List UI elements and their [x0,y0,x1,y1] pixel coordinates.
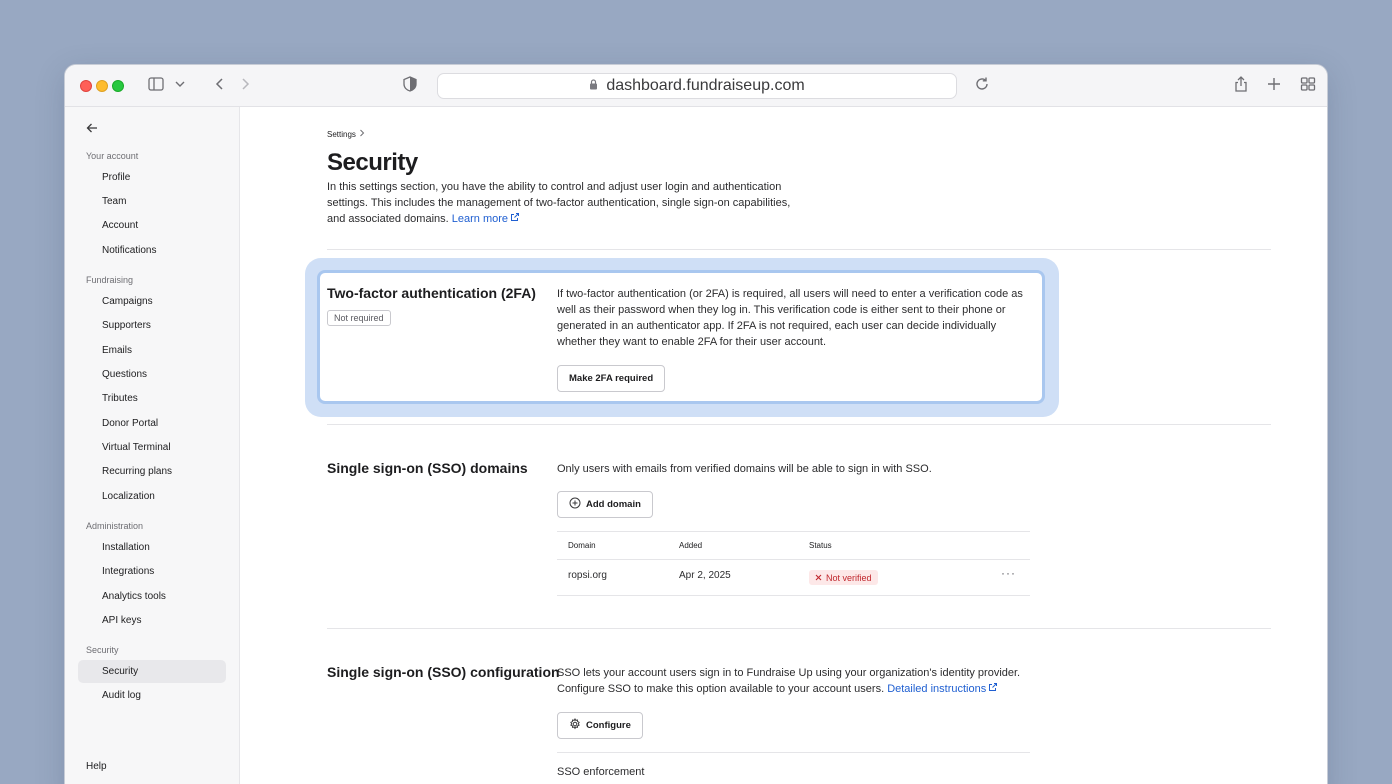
address-bar[interactable] [437,73,957,99]
shield-icon[interactable] [402,75,418,93]
zoom-window-button[interactable] [112,80,124,92]
detailed-instructions-link[interactable]: Detailed instructions [887,683,987,695]
sidebar-section-fundraising: Fundraising [86,275,134,285]
sidebar-item-virtual-terminal[interactable]: Virtual Terminal [102,442,171,453]
chevron-down-icon[interactable] [172,75,188,93]
tfa-description: If two-factor authentication (or 2FA) is required, all users will need to enter a verification code as well as their password when they log in. This verification code is either sent to their phone or generated in an authenticator app. If 2FA is not required, each user can decide individually whether they want to enable 2FA for their user account. [557,288,1023,348]
status-badge [809,570,878,585]
sidebar-item-installation[interactable]: Installation [102,542,150,553]
gear-icon [569,718,581,733]
share-icon[interactable] [1232,75,1250,93]
sso-domains-description: Only users with emails from verified domains will be able to sign in with SSO. [557,463,932,475]
intro-description: In this settings section, you have the ability to control and adjust user login and authentication settings. This includes the management of two-factor authentication, single sign-on capabilities, and associated domains. [327,181,791,225]
divider [327,628,1271,629]
sidebar-item-questions[interactable]: Questions [102,369,148,380]
sidebar-item-analytics-tools[interactable]: Analytics tools [102,591,166,602]
add-domain-button[interactable] [557,491,653,518]
sidebar-item-supporters[interactable]: Supporters [102,320,151,331]
close-window-button[interactable] [80,80,92,92]
sidebar-section-administration: Administration [86,521,144,531]
sidebar-item-tributes[interactable]: Tributes [102,393,138,404]
learn-more-link[interactable]: Learn more [451,213,509,225]
sidebar [65,107,240,784]
make-2fa-required-button[interactable]: Make 2FA required [557,365,665,392]
browser-window [64,64,1328,784]
intro-text [327,179,797,227]
forward-icon[interactable] [238,75,252,93]
sidebar-item-audit-log[interactable]: Audit log [102,690,141,701]
sidebar-item-api-keys[interactable]: API keys [102,615,142,626]
sso-domains-title: Single sign-on (SSO) domains [327,460,528,476]
add-domain-label: Add domain [586,499,641,510]
page-title: Security [327,149,418,176]
table-header [557,531,1030,560]
divider [557,752,1030,753]
more-options-icon[interactable]: ··· [1001,566,1016,580]
column-status: Status [809,541,832,550]
sidebar-item-emails[interactable]: Emails [102,345,133,356]
sso-enforcement-label: SSO enforcement [557,766,645,778]
configure-button[interactable] [557,712,643,739]
added-cell: Apr 2, 2025 [679,570,731,581]
sidebar-item-team[interactable]: Team [102,196,127,207]
status-label: Not verified [826,572,872,583]
tfa-status-badge: Not required [327,310,391,326]
configure-label: Configure [586,720,631,731]
back-arrow-icon[interactable] [85,121,99,140]
plus-circle-icon [569,497,581,512]
minimize-window-button[interactable] [96,80,108,92]
lock-icon [589,77,598,95]
close-icon [815,573,822,583]
sidebar-section-security: Security [86,645,119,655]
sidebar-item-campaigns[interactable]: Campaigns [102,296,153,307]
sidebar-item-donor-portal[interactable]: Donor Portal [102,418,159,429]
sidebar-item-profile[interactable]: Profile [102,172,131,183]
table-row [557,560,1030,596]
tfa-title: Two-factor authentication (2FA) [327,285,536,301]
chevron-right-icon [359,129,365,139]
external-link-icon [510,211,520,227]
sidebar-item-recurring-plans[interactable]: Recurring plans [102,466,173,477]
breadcrumb [327,129,365,139]
sidebar-section-your-account: Your account [86,151,139,161]
back-icon[interactable] [213,75,227,93]
new-tab-icon[interactable] [1266,75,1282,93]
sidebar-item-help[interactable]: Help [86,761,107,772]
sidebar-item-integrations[interactable]: Integrations [102,566,155,577]
sso-config-text: SSO lets your account users sign in to Fundraise Up using your organization's identity provider. Configure SSO to make this option available to your account users. [557,667,1021,695]
sidebar-item-localization[interactable]: Localization [102,491,155,502]
main-content [240,107,1327,784]
sso-config-title: Single sign-on (SSO) configuration [327,664,560,680]
breadcrumb-settings[interactable]: Settings [327,129,356,139]
column-added: Added [679,541,703,550]
tab-overview-icon[interactable] [1299,75,1317,93]
external-link-icon [988,681,998,697]
browser-toolbar [65,65,1327,107]
sso-config-description [557,665,1027,697]
sidebar-toggle-icon[interactable] [147,75,165,93]
divider [327,424,1271,425]
domain-cell: ropsi.org [568,570,607,581]
column-domain: Domain [568,541,596,550]
sidebar-item-account[interactable]: Account [102,220,139,231]
divider [327,249,1271,250]
sidebar-item-security[interactable]: Security [78,660,226,683]
reload-icon[interactable] [973,75,991,93]
sidebar-item-notifications[interactable]: Notifications [102,245,157,256]
url-text: dashboard.fundraiseup.com [606,77,805,94]
